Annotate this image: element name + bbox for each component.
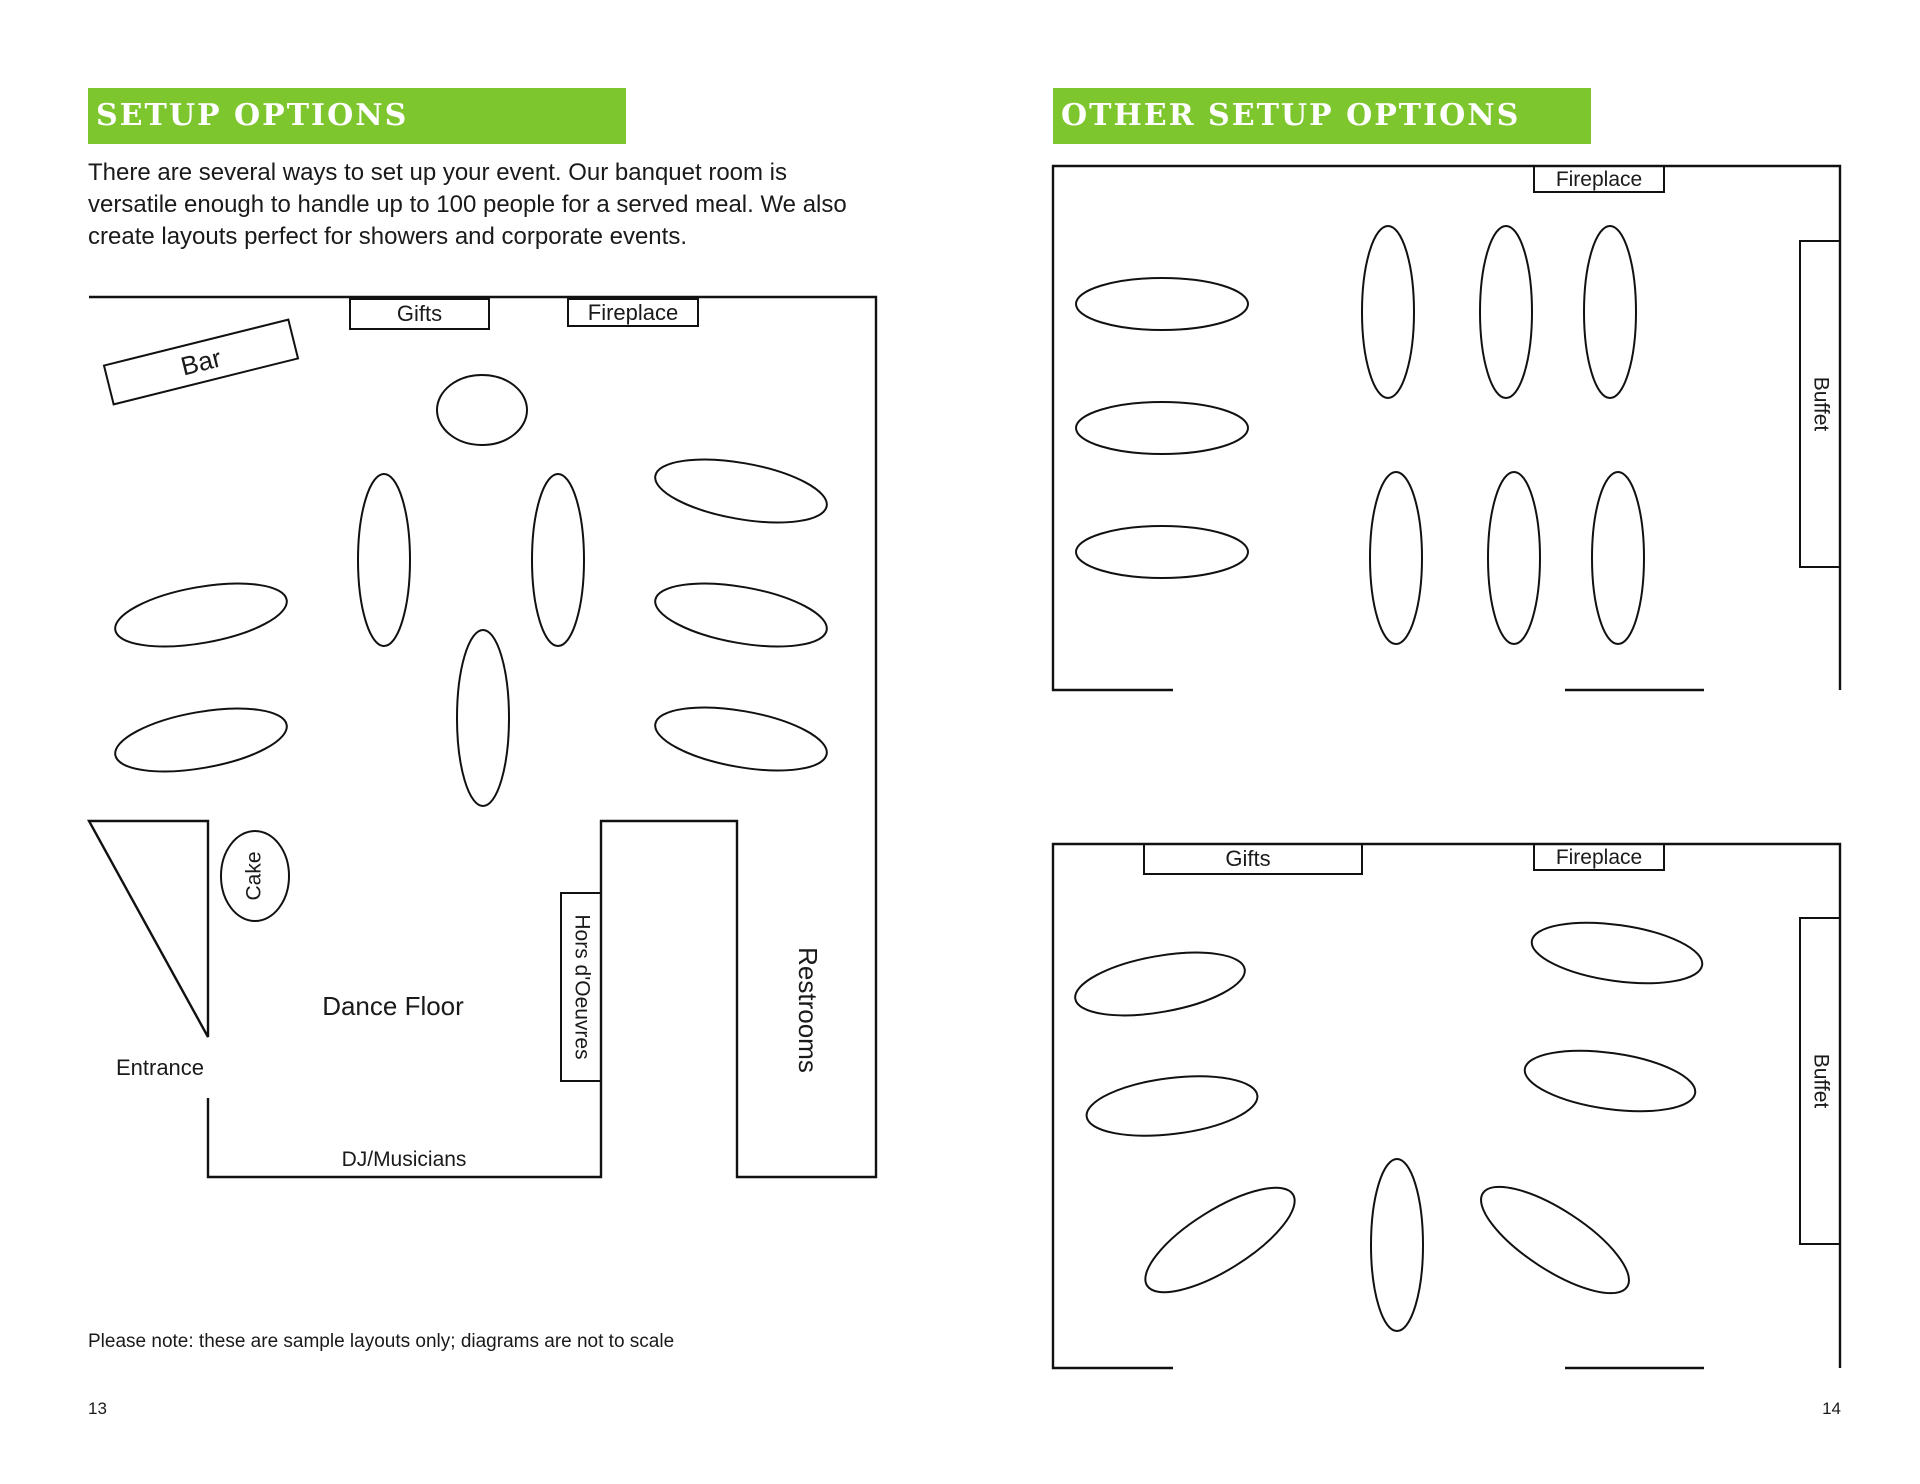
disclaimer-note: Please note: these are sample layouts only; diagrams are not to scale [88,1331,675,1352]
oval-table [650,572,831,657]
entrance-label: Entrance [115,1055,205,1080]
oval-table [1076,526,1248,578]
oval-table [1521,1041,1699,1120]
bar-label: Bar [177,342,225,382]
oval-table [1362,226,1414,398]
oval-table [1371,1159,1423,1331]
oval-table [650,696,831,781]
floorplan-main [89,297,876,1177]
oval-table [1076,402,1248,454]
page-number-left: 13 [88,1399,107,1418]
gifts-label: Gifts [1225,846,1271,871]
dj-musicians-label: DJ/Musicians [341,1148,467,1171]
oval-table [1480,226,1532,398]
bar-counter [104,320,298,405]
oval-table [1488,472,1540,644]
floorplan-option-b [1053,844,1840,1368]
oval-table [1131,1169,1309,1311]
oval-table [1584,226,1636,398]
room-walls [1053,166,1840,690]
oval-table [110,697,291,782]
restrooms-label: Restrooms [793,947,824,1073]
cake-label: Cake [242,851,266,901]
buffet-label: Buffet [1809,376,1833,432]
buffet-label: Buffet [1809,1053,1833,1109]
oval-table [1592,472,1644,644]
setup-options-heading: SETUP OPTIONS [88,88,626,144]
oval-table [1528,913,1706,992]
fireplace-label: Fireplace [587,300,679,325]
dance-floor-label: Dance Floor [322,991,464,1021]
other-setup-options-heading: OTHER SETUP OPTIONS [1053,88,1591,144]
hors-doeuvres-label: Hors d'Oeuvres [570,914,594,1060]
fireplace-label: Fireplace [1555,168,1643,191]
room-walls [1053,844,1840,1368]
round-table [437,375,527,445]
oval-table [1467,1168,1644,1312]
oval-table [650,448,831,533]
oval-table [1070,941,1249,1026]
room-walls [89,297,876,1177]
oval-table [358,474,410,646]
fireplace-label: Fireplace [1555,846,1643,869]
gifts-label: Gifts [396,301,443,326]
page-number-right: 14 [1822,1399,1841,1418]
floorplan-option-a [1053,166,1840,690]
oval-table [1083,1068,1261,1145]
oval-table [532,474,584,646]
oval-table [110,572,291,657]
oval-table [1370,472,1422,644]
oval-table [457,630,509,806]
intro-paragraph: There are several ways to set up your event. Our banquet room is versatile enough to handle up to 100 people for a served meal. We also create layouts perfect for showers and corporate events. [88,159,847,250]
oval-table [1076,278,1248,330]
